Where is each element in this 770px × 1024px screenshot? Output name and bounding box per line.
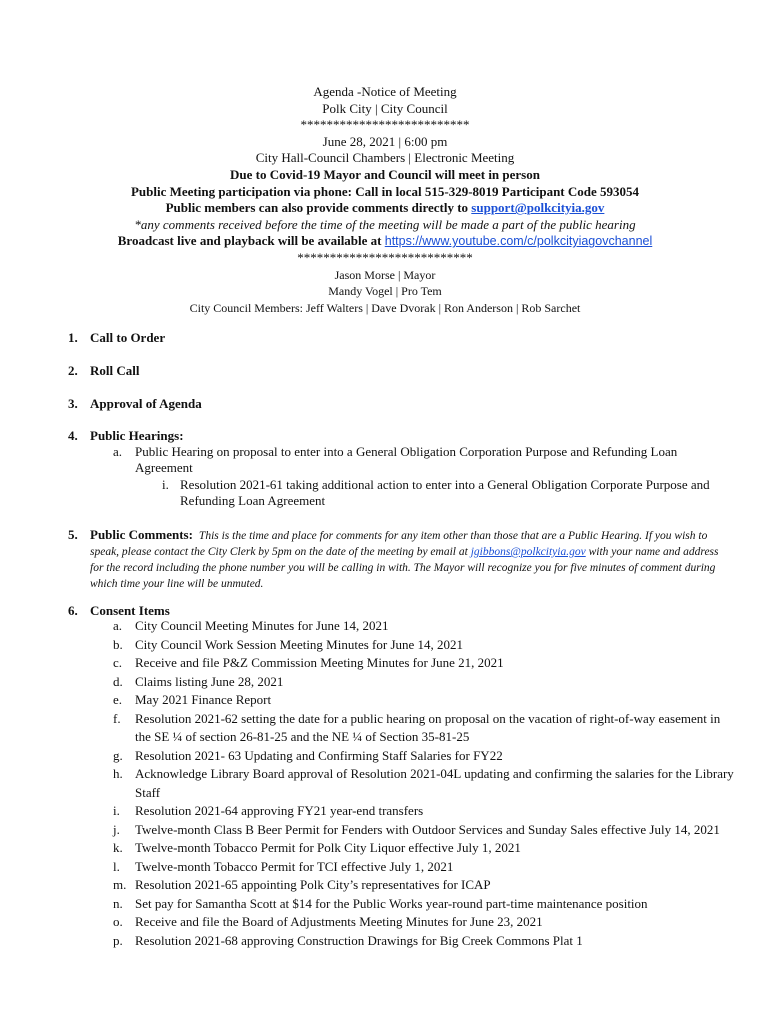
- consent-item: [113, 654, 735, 673]
- item-label: Call to Order: [90, 330, 166, 345]
- consent-item-letter: a.: [113, 618, 123, 633]
- consent-item-letter: e.: [113, 692, 123, 707]
- agenda-header: [0, 84, 770, 316]
- public-hearing-a-text: Public Hearing on proposal to enter into a General Obligation Corporation Purpose and Refunding Loan Agreement: [135, 444, 678, 475]
- meeting-datetime: June 28, 2021 | 6:00 pm: [322, 133, 448, 149]
- consent-item: [113, 895, 735, 914]
- consent-item-text: Receive and file P&Z Commission Meeting Minutes for June 21, 2021: [135, 655, 504, 670]
- item-number: 1.: [68, 330, 78, 345]
- consent-item: [113, 691, 735, 710]
- consent-item-letter: o.: [113, 914, 123, 929]
- consent-item-text: Twelve-month Tobacco Permit for TCI effective July 1, 2021: [135, 858, 454, 874]
- covid-notice: Due to Covid-19 Mayor and Council will meet in person: [230, 166, 540, 182]
- public-comments-label: Public Comments:: [90, 527, 193, 542]
- consent-item: [113, 876, 735, 895]
- support-email-link[interactable]: support@polkcityia.gov: [471, 200, 605, 216]
- consent-item: [113, 802, 735, 821]
- consent-item-letter: j.: [113, 821, 120, 837]
- consent-item-text: Resolution 2021-68 approving Construction Drawings for Big Creek Commons Plat 1: [135, 932, 583, 948]
- consent-item-text: Acknowledge Library Board approval of Resolution 2021-04L updating and confirming the salaries for the Library Staff: [135, 766, 734, 800]
- consent-item-letter: n.: [113, 895, 123, 911]
- consent-item-text: City Council Meeting Minutes for June 14, 2021: [135, 618, 389, 633]
- consent-item: [113, 858, 735, 877]
- meeting-location: City Hall-Council Chambers | Electronic Meeting: [255, 150, 515, 166]
- mayor-line: Jason Morse | Mayor: [334, 267, 436, 282]
- agenda-item-public-hearings: [68, 428, 184, 444]
- agenda-title: Agenda -Notice of Meeting: [313, 84, 457, 99]
- item-number: 2.: [68, 363, 78, 378]
- consent-item-text: May 2021 Finance Report: [135, 692, 272, 707]
- consent-item-letter: i.: [113, 803, 120, 818]
- public-comments-text: This is the time and place for comments for any item other than those that are a Public Hearing. If you wish to speak, please contact the City Clerk by 5pm on the date of the meeting by email at: [90, 530, 708, 558]
- comments-note: *any comments received before the time of the meeting will be made a part of the public hearing: [134, 216, 636, 232]
- consent-item-letter: h.: [113, 766, 123, 781]
- sub-numeral: i.: [162, 477, 169, 492]
- item-label: Approval of Agenda: [90, 396, 202, 411]
- public-comments-paragraph: [90, 527, 730, 592]
- consent-item-letter: c.: [113, 655, 123, 670]
- public-comments-text-after: with your name and address for the record including the phone number you will be calling in with. The Mayor will recognize you for five minutes of comment during which time your line will be unmuted.: [90, 546, 719, 590]
- consent-item-letter: g.: [113, 747, 123, 763]
- consent-item-text: City Council Work Session Meeting Minutes for June 14, 2021: [135, 636, 464, 652]
- broadcast-notice: [0, 233, 770, 250]
- public-hearing-a: [113, 444, 725, 476]
- clerk-email-link[interactable]: jgibbons@polkcityia.gov: [470, 546, 586, 558]
- consent-item: [113, 913, 735, 932]
- consent-item-text: Resolution 2021-65 appointing Polk City’s representatives for ICAP: [135, 877, 491, 892]
- consent-item-letter: f.: [113, 710, 121, 726]
- agenda-item-roll-call: [68, 363, 139, 379]
- consent-item: [113, 839, 735, 858]
- consent-item-letter: d.: [113, 673, 123, 689]
- consent-item-text: Resolution 2021-64 approving FY21 year-end transfers: [135, 803, 424, 818]
- consent-item: [113, 932, 735, 951]
- consent-item-letter: m.: [113, 877, 127, 892]
- item-number: 3.: [68, 396, 78, 411]
- consent-item-letter: k.: [113, 840, 123, 855]
- agenda-item-public-comments-number: [68, 527, 90, 543]
- consent-item: [113, 636, 735, 655]
- pro-tem-line: Mandy Vogel | Pro Tem: [328, 284, 442, 299]
- item-number: 5.: [68, 527, 78, 542]
- council-members-line: City Council Members: Jeff Walters | Dave Dvorak | Ron Anderson | Rob Sarchet: [189, 300, 581, 315]
- consent-item: [113, 673, 735, 692]
- item-number: 4.: [68, 428, 78, 443]
- consent-item-text: Twelve-month Tobacco Permit for Polk City Liquor effective July 1, 2021: [135, 840, 521, 855]
- sub-letter: a.: [113, 444, 123, 459]
- phone-notice: Public Meeting participation via phone: Call in local 515-329-8019 Participant Code 593054: [130, 183, 640, 199]
- star-divider: ***************************: [297, 249, 473, 265]
- comments-notice-text: Public members can also provide comments directly to: [165, 200, 469, 216]
- resolution-2021-61-text: Resolution 2021-61 taking additional action to enter into a General Obligation Corporate Purpose and Refunding Loan Agreement: [180, 477, 710, 508]
- consent-item-text: Resolution 2021-62 setting the date for a public hearing on proposal on the vacation of right-of-way easement in the SE ¼ of section 26-81-25 and the NE ¼ of Section 35-81-25: [135, 710, 721, 744]
- item-label: Consent Items: [90, 603, 170, 618]
- agenda-item-call-to-order: [68, 330, 165, 346]
- consent-item-letter: b.: [113, 636, 123, 652]
- consent-item: [113, 710, 735, 747]
- consent-item: [113, 747, 735, 766]
- item-label: Roll Call: [90, 363, 140, 378]
- consent-item-text: Twelve-month Class B Beer Permit for Fenders with Outdoor Services and Sunday Sales effective July 14, 2021: [135, 821, 720, 837]
- resolution-2021-61: [162, 477, 710, 509]
- item-number: 6.: [68, 603, 78, 618]
- star-divider: **************************: [300, 117, 470, 133]
- consent-item: [113, 821, 735, 840]
- consent-item-letter: l.: [113, 858, 120, 874]
- consent-item: [113, 765, 735, 802]
- consent-item-text: Set pay for Samantha Scott at $14 for the Public Works year-round part-time maintenance position: [135, 895, 648, 911]
- consent-items-list: [113, 617, 735, 950]
- comments-notice: [0, 200, 770, 217]
- consent-item-text: Claims listing June 28, 2021: [135, 673, 284, 689]
- agenda-item-approval: [68, 396, 202, 412]
- consent-item: [113, 617, 735, 636]
- consent-item-letter: p.: [113, 932, 123, 948]
- broadcast-notice-text: Broadcast live and playback will be available at: [117, 233, 382, 249]
- governing-body: Polk City | City Council: [322, 100, 448, 116]
- youtube-channel-link[interactable]: https://www.youtube.com/c/polkcityiagovchannel: [384, 234, 653, 249]
- consent-item-text: Receive and file the Board of Adjustments Meeting Minutes for June 23, 2021: [135, 914, 543, 929]
- item-label: Public Hearings:: [90, 428, 184, 443]
- consent-item-text: Resolution 2021- 63 Updating and Confirming Staff Salaries for FY22: [135, 747, 503, 763]
